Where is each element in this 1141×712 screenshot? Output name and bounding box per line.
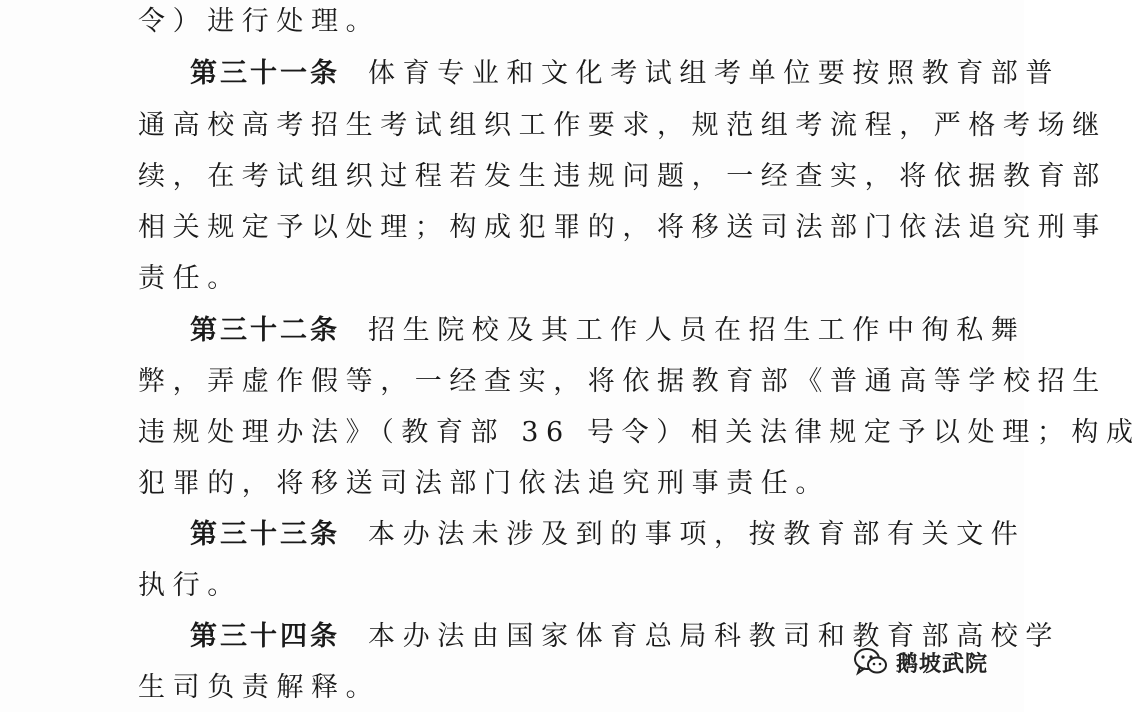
- article-32-heading: 第三十二条: [190, 315, 340, 346]
- line-text: 弊，弄虚作假等，一经查实，将依据教育部《普通高等学校招生: [138, 366, 1107, 397]
- text-line: [138, 4, 898, 40]
- line-text: 体育专业和文化考试组考单位要按照教育部普: [368, 58, 1060, 89]
- article-31-heading: 第三十一条: [190, 58, 340, 89]
- line-text: 执行。: [138, 570, 242, 601]
- line-text: 本办法由国家体育总局科教司和教育部高校学: [368, 621, 1060, 652]
- text-line: [138, 210, 1107, 246]
- text-line: [138, 159, 1107, 195]
- text-line: [138, 670, 898, 706]
- line-text: 本办法未涉及到的事项，按教育部有关文件: [368, 519, 1026, 550]
- wechat-icon: [854, 647, 888, 677]
- article-33-line: [190, 517, 1026, 553]
- article-31-line: [190, 56, 1060, 92]
- line-text: 责任。: [138, 263, 242, 294]
- text-line: [138, 261, 898, 297]
- watermark-text: 鹅坡武院: [895, 651, 988, 677]
- text-line: [138, 364, 1107, 400]
- text-line: [138, 415, 1141, 451]
- article-34-line: [190, 619, 1060, 655]
- line-text: 招生院校及其工作人员在招生工作中徇私舞: [368, 315, 1026, 346]
- line-text: 违规处理办法》（教育部 36 号令）相关法律规定予以处理；构成: [138, 417, 1141, 448]
- line-text: 令）进行处理。: [138, 6, 381, 37]
- line-text: 犯罪的，将移送司法部门依法追究刑事责任。: [138, 468, 830, 499]
- watermark: [854, 642, 988, 682]
- article-34-heading: 第三十四条: [190, 621, 340, 652]
- line-text: 生司负责解释。: [138, 672, 381, 703]
- text-line: [138, 466, 898, 502]
- line-text: 通高校高考招生考试组织工作要求，规范组考流程，严格考场继: [138, 110, 1107, 141]
- text-line: [138, 108, 1107, 144]
- article-33-heading: 第三十三条: [190, 519, 340, 550]
- line-text: 相关规定予以处理；构成犯罪的，将移送司法部门依法追究刑事: [138, 212, 1107, 243]
- article-32-line: [190, 313, 1026, 349]
- text-line: [138, 568, 898, 604]
- line-text: 续，在考试组织过程若发生违规问题，一经查实，将依据教育部: [138, 161, 1107, 192]
